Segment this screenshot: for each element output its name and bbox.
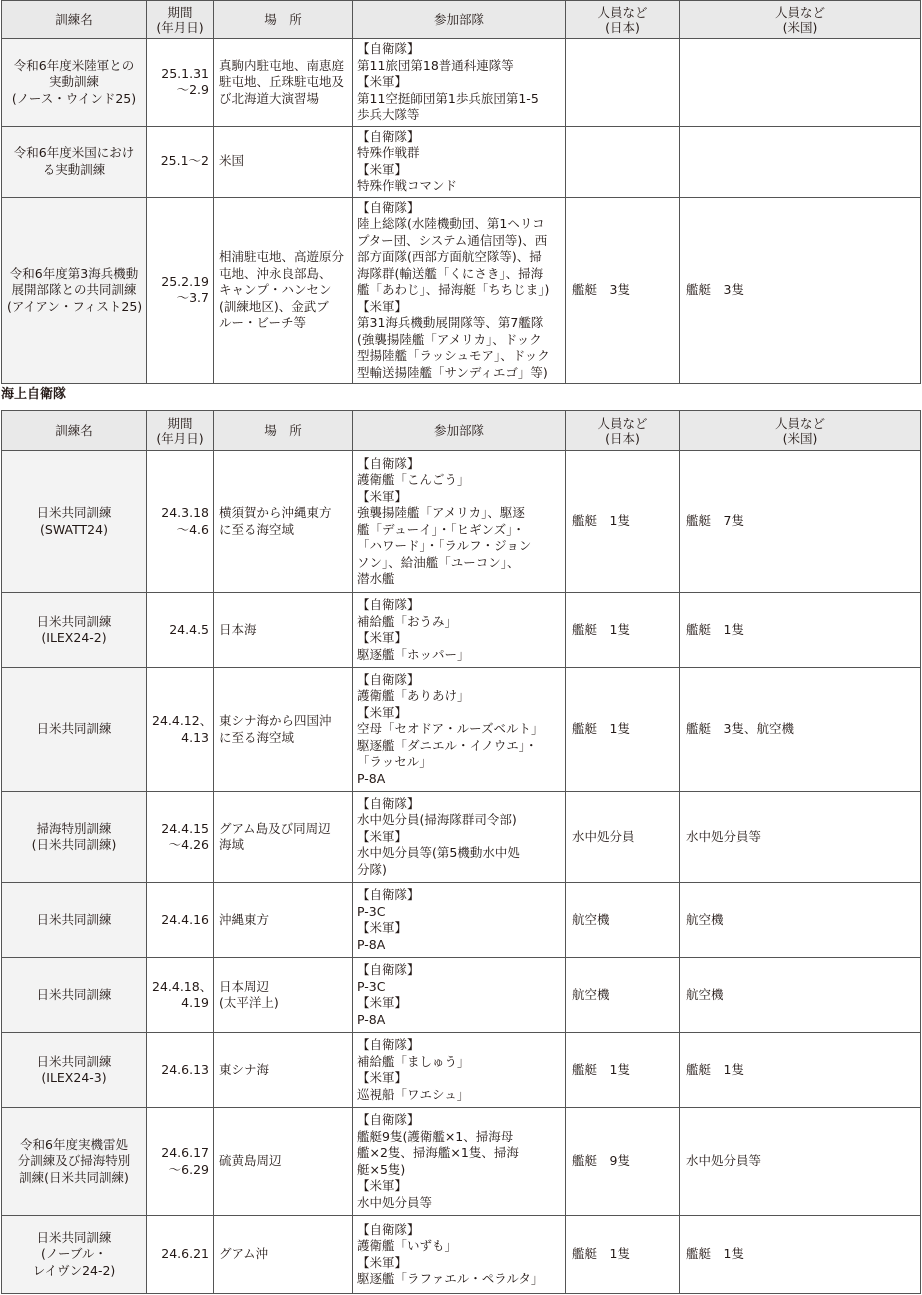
- participating-units-line: 歩兵大隊等: [357, 107, 420, 122]
- place-line: (訓練地区)、金武ブ: [219, 298, 329, 314]
- participating-units-line: 【米軍】: [357, 920, 408, 935]
- place-line: 東シナ海: [219, 1061, 270, 1077]
- participating-units-line: 【自衛隊】: [357, 128, 420, 144]
- place-cell: [214, 1033, 353, 1108]
- participating-units-line: 【米軍】: [357, 828, 408, 844]
- participating-units-line: 【米軍】: [357, 704, 408, 720]
- participating-units-cell: [353, 668, 566, 792]
- training-name-line: (ノーブル・: [41, 1246, 107, 1262]
- place-line: 相浦駐屯地、高遊原分: [219, 249, 345, 264]
- participating-units-line: 潜水艦: [357, 571, 395, 586]
- personnel-japan-cell: [566, 1033, 680, 1108]
- personnel-japan-value: 水中処分員: [572, 828, 635, 844]
- participating-units-line: 【自衛隊】: [357, 1112, 420, 1127]
- personnel-us-cell: [680, 668, 921, 792]
- table-row: [2, 593, 921, 668]
- participating-units-cell: [353, 593, 566, 668]
- participating-units-line: 艦「あわじ」、掃海艇「ちちじま」): [357, 282, 550, 297]
- table-row: [2, 451, 921, 593]
- header-place: 場 所: [214, 1, 353, 39]
- place-line: ルー・ビーチ等: [219, 315, 307, 330]
- training-name-line: 令和6年度第3海兵機動: [9, 265, 139, 281]
- place-line: キャンプ・ハンセン: [219, 282, 332, 297]
- training-name-cell: [2, 1108, 147, 1216]
- personnel-japan-cell: [566, 958, 680, 1033]
- participating-units-cell: [353, 197, 566, 384]
- training-name-line: 日米共同訓練: [36, 613, 112, 629]
- training-name-line: (SWATT24): [40, 521, 108, 537]
- personnel-japan-value: 艦艇 3隻: [572, 282, 630, 297]
- participating-units-line: 【自衛隊】: [357, 41, 420, 56]
- period-line: 24.4.5: [169, 621, 209, 637]
- period-line: 24.4.15: [161, 820, 209, 836]
- period-line: 24.6.17: [161, 1145, 209, 1160]
- training-name-line: 日米共同訓練: [36, 721, 112, 737]
- period-line: 24.6.21: [161, 1246, 209, 1262]
- participating-units-line: 型揚陸艦「ラッシュモア」、ドック: [357, 348, 550, 363]
- place-cell: [214, 593, 353, 668]
- personnel-japan-cell: [566, 197, 680, 384]
- participating-units-line: 第31海兵機動展開隊等、第7艦隊: [357, 315, 544, 330]
- period-cell: [147, 1216, 214, 1294]
- period-line: 24.6.13: [161, 1061, 209, 1077]
- participating-units-line: 【自衛隊】: [357, 887, 420, 902]
- participating-units-line: 【自衛隊】: [357, 597, 420, 612]
- period-cell: [147, 958, 214, 1033]
- place-line: 硫黄島周辺: [219, 1153, 282, 1169]
- period-cell: [147, 197, 214, 384]
- personnel-us-value: 水中処分員等: [686, 1153, 762, 1169]
- training-name-line: 実動訓練: [48, 74, 99, 89]
- participating-units-line: 第11空挺師団第1歩兵旅団第1-5: [357, 90, 539, 106]
- place-line: グアム沖: [219, 1246, 269, 1262]
- period-cell: [147, 593, 214, 668]
- place-cell: [214, 668, 353, 792]
- participating-units-line: 水中処分員等(第5機動水中処: [357, 845, 520, 861]
- personnel-japan-value: 艦艇 9隻: [572, 1153, 630, 1169]
- training-name-cell: [2, 792, 147, 883]
- participating-units-line: 強襲揚陸艦「アメリカ」、駆逐: [357, 505, 525, 520]
- place-line: 真駒内駐屯地、南恵庭: [219, 57, 345, 73]
- training-name-cell: [2, 883, 147, 958]
- header-place: 場 所: [214, 411, 353, 451]
- participating-units-line: 巡視船「ワエシュ」: [357, 1086, 470, 1102]
- personnel-us-value: 艦艇 7隻: [686, 513, 744, 529]
- period-line: 24.3.18: [161, 505, 209, 520]
- period-cell: [147, 126, 214, 197]
- participating-units-line: 【自衛隊】: [357, 671, 420, 687]
- period-line: 25.1.31: [161, 65, 209, 81]
- place-line: に至る海空域: [219, 729, 295, 745]
- participating-units-line: 駆逐艦「ラファエル・ペラルタ」: [357, 1271, 544, 1286]
- training-name-line: 日米共同訓練: [36, 986, 112, 1002]
- participating-units-cell: [353, 1108, 566, 1216]
- participating-units-line: 【自衛隊】: [357, 962, 420, 977]
- training-name-line: 日米共同訓練: [36, 1229, 112, 1245]
- personnel-japan-cell: [566, 883, 680, 958]
- place-line: グアム島及び同周辺: [219, 820, 331, 836]
- period-line: ～3.7: [176, 290, 209, 306]
- participating-units-line: 水中処分員(掃海隊群司令部): [357, 812, 517, 828]
- training-name-line: 令和6年度実機雷処: [20, 1136, 128, 1152]
- participating-units-line: 陸上総隊(水陸機動団、第1ヘリコ: [357, 216, 545, 231]
- header-period: 期間 (年月日): [147, 1, 214, 39]
- participating-units-line: 護衛艦「ありあけ」: [357, 688, 470, 704]
- participating-units-line: 【自衛隊】: [357, 199, 420, 215]
- participating-units-line: 艦×2隻、掃海艦×1隻、掃海: [357, 1145, 519, 1160]
- header-personnel-us: 人員など (米国): [680, 411, 921, 451]
- participating-units-cell: [353, 451, 566, 593]
- header-units: 参加部隊: [353, 411, 566, 451]
- training-name-line: 分訓練及び掃海特別: [17, 1153, 131, 1169]
- participating-units-cell: [353, 958, 566, 1033]
- training-name-line: (ILEX24-2): [41, 630, 107, 645]
- training-name-line: 展開部隊との共同訓練: [11, 282, 137, 297]
- period-line: 25.1～2: [160, 153, 209, 169]
- period-line: 25.2.19: [161, 273, 209, 289]
- personnel-japan-value: 艦艇 1隻: [572, 513, 630, 529]
- participating-units-line: P-8A: [357, 770, 386, 786]
- participating-units-line: 【米軍】: [357, 1178, 408, 1193]
- personnel-us-cell: [680, 958, 921, 1033]
- period-line: 24.4.18、: [152, 978, 213, 994]
- personnel-us-value: 艦艇 3隻: [686, 282, 744, 297]
- participating-units-cell: [353, 792, 566, 883]
- training-name-line: (アイアン・フィスト25): [7, 298, 143, 314]
- personnel-us-value: 艦艇 1隻: [686, 1246, 744, 1262]
- training-name-line: レイヴン24-2): [32, 1262, 116, 1278]
- place-line: に至る海空域: [219, 521, 295, 537]
- training-name-line: 日米共同訓練: [36, 911, 112, 927]
- participating-units-line: 分隊): [357, 861, 387, 877]
- training-name-line: 令和6年度米国におけ: [13, 145, 135, 160]
- personnel-us-value: 艦艇 1隻: [686, 621, 744, 637]
- period-line: 4.13: [181, 729, 209, 745]
- training-name-cell: [2, 126, 147, 197]
- personnel-us-value: 水中処分員等: [686, 828, 762, 844]
- place-cell: [214, 883, 353, 958]
- participating-units-line: 艦「デューイ」・「ヒギンズ」・: [357, 521, 525, 537]
- period-line: ～6.29: [168, 1161, 209, 1177]
- participating-units-line: 部方面隊(西部方面航空隊等)、掃: [357, 249, 542, 264]
- place-line: 日本海: [219, 621, 257, 637]
- participating-units-line: 護衛艦「いずも」: [357, 1238, 458, 1253]
- participating-units-line: P-8A: [357, 936, 386, 952]
- place-cell: [214, 197, 353, 384]
- place-cell: [214, 126, 353, 197]
- place-line: 横須賀から沖縄東方: [219, 505, 332, 520]
- personnel-us-cell: [680, 1108, 921, 1216]
- personnel-japan-cell: [566, 593, 680, 668]
- personnel-us-value: 艦艇 3隻、航空機: [686, 721, 794, 737]
- place-cell: [214, 1216, 353, 1294]
- place-line: 沖縄東方: [219, 911, 270, 927]
- participating-units-line: 「ラッセル」: [357, 754, 432, 770]
- training-name-cell: [2, 1033, 147, 1108]
- participating-units-line: 空母「セオドア・ルーズベルト」: [357, 721, 544, 737]
- personnel-us-cell: [680, 1033, 921, 1108]
- personnel-japan-cell: [566, 451, 680, 593]
- participating-units-line: (強襲揚陸艦「アメリカ」、ドック: [357, 331, 542, 347]
- personnel-us-cell: [680, 126, 921, 197]
- header-training-name: 訓練名: [2, 1, 147, 39]
- personnel-us-value: 航空機: [686, 911, 724, 927]
- participating-units-cell: [353, 883, 566, 958]
- place-line: び北海道大演習場: [219, 90, 320, 106]
- training-name-cell: [2, 197, 147, 384]
- personnel-japan-value: 艦艇 1隻: [572, 1061, 630, 1077]
- personnel-us-cell: [680, 593, 921, 668]
- table-row: [2, 197, 921, 384]
- participating-units-cell: [353, 39, 566, 127]
- training-name-line: る実動訓練: [42, 161, 106, 177]
- participating-units-line: 【自衛隊】: [357, 1221, 420, 1237]
- participating-units-line: 【米軍】: [357, 1254, 408, 1270]
- participating-units-line: 【自衛隊】: [357, 795, 420, 811]
- personnel-japan-cell: [566, 126, 680, 197]
- participating-units-line: 駆逐艦「ダニエル・イノウエ」・: [357, 737, 538, 753]
- table-row: [2, 39, 921, 127]
- participating-units-line: 【米軍】: [357, 298, 408, 314]
- place-cell: [214, 958, 353, 1033]
- period-line: 24.4.16: [161, 911, 209, 927]
- participating-units-line: 艇×5隻): [357, 1161, 406, 1177]
- personnel-japan-value: 航空機: [572, 911, 610, 927]
- personnel-japan-cell: [566, 792, 680, 883]
- participating-units-line: 補給艦「ましゅう」: [357, 1053, 470, 1069]
- personnel-us-value: 艦艇 1隻: [686, 1061, 744, 1077]
- personnel-us-cell: [680, 39, 921, 127]
- training-name-line: (ILEX24-3): [41, 1070, 107, 1085]
- personnel-japan-value: 艦艇 1隻: [572, 721, 630, 737]
- period-line: 24.4.12、: [152, 713, 213, 728]
- period-cell: [147, 792, 214, 883]
- training-name-cell: [2, 451, 147, 593]
- personnel-us-value: 航空機: [686, 986, 724, 1002]
- personnel-japan-value: 航空機: [572, 986, 610, 1002]
- maritime-sdf-training-table: [1, 410, 921, 1294]
- header-units: 参加部隊: [353, 1, 566, 39]
- participating-units-cell: [353, 1216, 566, 1294]
- personnel-us-cell: [680, 1216, 921, 1294]
- participating-units-line: 特殊作戦群: [357, 145, 420, 160]
- place-line: 米国: [219, 153, 245, 169]
- place-cell: [214, 451, 353, 593]
- place-cell: [214, 1108, 353, 1216]
- training-name-line: 令和6年度米陸軍との: [13, 57, 135, 73]
- participating-units-line: 海隊群(輸送艦「くにさき」、掃海: [357, 265, 544, 281]
- ground-sdf-training-table: [1, 0, 921, 384]
- participating-units-line: 補給艦「おうみ」: [357, 613, 458, 629]
- participating-units-line: P-8A: [357, 1011, 386, 1027]
- training-name-cell: [2, 1216, 147, 1294]
- personnel-us-cell: [680, 883, 921, 958]
- place-cell: [214, 792, 353, 883]
- personnel-japan-value: 艦艇 1隻: [572, 621, 630, 637]
- place-line: 日本周辺: [219, 978, 270, 994]
- header-personnel-japan: 人員など (日本): [566, 1, 680, 39]
- personnel-japan-cell: [566, 668, 680, 792]
- participating-units-line: ソン」、給油艦「ユーコン」、: [357, 554, 520, 570]
- participating-units-line: 【米軍】: [357, 488, 408, 504]
- participating-units-line: 駆逐艦「ホッパー」: [357, 646, 470, 662]
- place-line: 海域: [219, 837, 245, 852]
- table-row: [2, 958, 921, 1033]
- table-row: [2, 883, 921, 958]
- header-training-name: 訓練名: [2, 411, 147, 451]
- participating-units-line: 【米軍】: [357, 630, 408, 645]
- training-name-line: 日米共同訓練: [36, 505, 112, 520]
- table-row: [2, 792, 921, 883]
- period-cell: [147, 451, 214, 593]
- participating-units-line: 艦艇9隻(護衛艦×1、掃海母: [357, 1128, 514, 1144]
- period-cell: [147, 1033, 214, 1108]
- participating-units-line: 第11旅団第18普通科連隊等: [357, 57, 514, 73]
- training-name-line: 掃海特別訓練: [36, 820, 112, 836]
- period-cell: [147, 883, 214, 958]
- participating-units-line: 水中処分員等: [357, 1194, 433, 1210]
- table-row: [2, 668, 921, 792]
- participating-units-line: 【米軍】: [357, 995, 408, 1010]
- training-name-line: 日米共同訓練: [36, 1053, 112, 1069]
- training-name-line: (ノース・ウインド25): [11, 90, 137, 106]
- participating-units-line: 型輸送揚陸艦「サンディエゴ」等): [357, 364, 548, 380]
- participating-units-line: 「ハワード」・「ラルフ・ジョン: [357, 538, 532, 553]
- personnel-japan-cell: [566, 39, 680, 127]
- table-row: [2, 1216, 921, 1294]
- participating-units-cell: [353, 126, 566, 197]
- period-line: ～4.6: [176, 521, 209, 537]
- participating-units-line: 特殊作戦コマンド: [357, 178, 458, 193]
- training-name-line: 訓練(日米共同訓練): [19, 1169, 129, 1185]
- period-line: ～2.9: [176, 82, 209, 98]
- participating-units-line: 護衛艦「こんごう」: [357, 472, 470, 487]
- participating-units-cell: [353, 1033, 566, 1108]
- table-row: [2, 1108, 921, 1216]
- personnel-us-cell: [680, 451, 921, 593]
- period-cell: [147, 39, 214, 127]
- participating-units-line: 【自衛隊】: [357, 1037, 420, 1052]
- table-row: [2, 1033, 921, 1108]
- participating-units-line: 【米軍】: [357, 1070, 408, 1085]
- table-row: [2, 126, 921, 197]
- period-line: 4.19: [181, 995, 209, 1010]
- participating-units-line: P-3C: [357, 978, 386, 994]
- participating-units-line: 【米軍】: [357, 74, 408, 89]
- personnel-japan-value: 艦艇 1隻: [572, 1246, 630, 1262]
- training-name-cell: [2, 668, 147, 792]
- training-name-cell: [2, 39, 147, 127]
- training-name-line: (日米共同訓練): [31, 837, 117, 852]
- place-line: (太平洋上): [219, 995, 279, 1010]
- personnel-us-cell: [680, 197, 921, 384]
- period-cell: [147, 668, 214, 792]
- period-cell: [147, 1108, 214, 1216]
- training-name-cell: [2, 593, 147, 668]
- header-period: 期間 (年月日): [147, 411, 214, 451]
- training-name-cell: [2, 958, 147, 1033]
- period-line: ～4.26: [168, 837, 209, 852]
- header-personnel-japan: 人員など (日本): [566, 411, 680, 451]
- place-line: 屯地、沖永良部島、: [219, 265, 332, 281]
- personnel-japan-cell: [566, 1216, 680, 1294]
- section-title-msdf: 海上自衛隊: [1, 387, 67, 402]
- participating-units-line: 【自衛隊】: [357, 455, 420, 471]
- header-personnel-us: 人員など (米国): [680, 1, 921, 39]
- participating-units-line: 【米軍】: [357, 161, 408, 177]
- personnel-us-cell: [680, 792, 921, 883]
- personnel-japan-cell: [566, 1108, 680, 1216]
- participating-units-line: プター団、システム通信団等)、西: [357, 232, 548, 248]
- place-line: 駐屯地、丘珠駐屯地及: [219, 74, 345, 89]
- participating-units-line: P-3C: [357, 903, 386, 919]
- place-cell: [214, 39, 353, 127]
- place-line: 東シナ海から四国沖: [219, 713, 332, 728]
